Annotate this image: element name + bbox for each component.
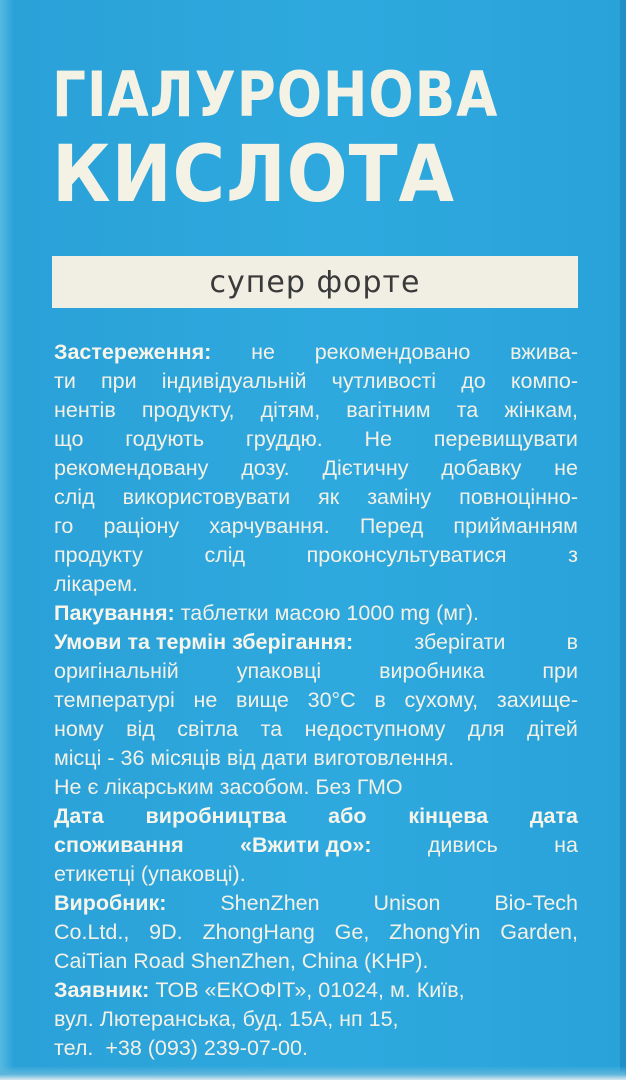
label-word: 30°С — [307, 688, 356, 712]
label-word: дітей — [527, 717, 578, 741]
label-text-line — [54, 715, 578, 744]
label-word: дітям, — [260, 398, 321, 422]
label-text-line — [54, 657, 578, 686]
label-text-line — [54, 1034, 578, 1063]
panel-bottom-edge — [0, 1066, 626, 1080]
label-text-line — [54, 1005, 578, 1034]
label-word: в — [566, 630, 578, 654]
label-text-line — [54, 889, 578, 918]
label-text-line — [54, 773, 578, 802]
label-word: при — [542, 659, 578, 683]
label-word: заміну — [367, 485, 432, 509]
label-word: вул. Лютеранська, буд. 15А, нп 15, — [54, 1007, 399, 1031]
subtitle-bar — [52, 256, 578, 308]
label-word: Перед — [359, 514, 424, 538]
label-word: ZhongHang — [202, 920, 315, 944]
label-heading-word: Умови та термін зберігання: — [54, 630, 354, 654]
label-word: перевищувати — [433, 427, 578, 451]
label-word: лікарем. — [54, 572, 138, 596]
label-word: харчування. — [209, 514, 330, 538]
panel-right-edge — [620, 0, 626, 1080]
label-text-line — [54, 454, 578, 483]
label-word: вище — [236, 688, 289, 712]
label-word: дивись — [427, 833, 498, 857]
label-heading-word: споживання — [54, 833, 184, 857]
label-word: що — [54, 427, 84, 451]
label-word: в — [374, 688, 386, 712]
label-text-line — [54, 483, 578, 512]
product-title-line1: ГІАЛУРОНОВА — [52, 58, 499, 131]
label-word: го — [54, 514, 74, 538]
label-text-block — [54, 338, 578, 1063]
label-text-line — [54, 831, 578, 860]
label-word: на — [554, 833, 578, 857]
label-word: з — [568, 543, 578, 567]
label-word: ZhongYin — [389, 920, 481, 944]
label-word: продукту — [54, 543, 143, 567]
label-word: слід — [54, 485, 95, 509]
label-word: упаковці — [236, 659, 322, 683]
label-heading-word: або — [328, 804, 367, 828]
label-word: рекомендовано — [314, 340, 471, 364]
label-word: світла — [177, 717, 239, 741]
label-text-line — [54, 338, 578, 367]
label-word: до — [461, 369, 486, 393]
label-word: ТОВ «ЕКОФІТ», 01024, м. Київ, — [155, 978, 465, 1002]
label-word: Bio-Tech — [494, 891, 578, 915]
label-word: та — [260, 717, 283, 741]
label-text-line — [54, 367, 578, 396]
label-text-line — [54, 976, 578, 1005]
label-word: Ge, — [334, 920, 370, 944]
label-word: зберігати — [414, 630, 506, 654]
label-heading-word: «Вжити до»: — [239, 833, 372, 857]
label-word: раціону — [103, 514, 180, 538]
label-word: ному — [54, 717, 104, 741]
label-word: Не — [364, 427, 392, 451]
label-word: етикетці (упаковці). — [54, 862, 246, 886]
label-word: для — [467, 717, 505, 741]
label-word: ти — [54, 369, 76, 393]
label-text-line — [54, 425, 578, 454]
label-word: не — [554, 456, 578, 480]
label-word: захище- — [496, 688, 578, 712]
label-word: 9D. — [149, 920, 183, 944]
label-word: Не є лікарським засобом. Без ГМО — [54, 775, 403, 799]
label-word: ShenZhen — [220, 891, 320, 915]
label-heading-word: Виробник: — [54, 891, 167, 915]
label-text-line — [54, 802, 578, 831]
label-word: компо- — [510, 369, 578, 393]
label-word: Unison — [373, 891, 441, 915]
label-text-line — [54, 947, 578, 976]
label-heading-word: кінцева — [408, 804, 489, 828]
label-heading-word: Пакування: — [54, 601, 175, 625]
label-word: таблетки масою 1000 mg (мг). — [180, 601, 479, 625]
label-heading-word: виробництва — [145, 804, 287, 828]
label-text-line — [54, 744, 578, 773]
label-word: проконсультуватися — [306, 543, 507, 567]
label-word: використовувати — [122, 485, 291, 509]
label-word: місці - 36 місяців від дати виготовлення. — [54, 746, 455, 770]
label-word: Co.Ltd., — [54, 920, 130, 944]
label-word: прийманням — [453, 514, 578, 538]
label-text-line — [54, 512, 578, 541]
label-word: груддю. — [245, 427, 323, 451]
label-word: годують — [125, 427, 205, 451]
label-word: Дієтичну — [322, 456, 409, 480]
label-text-line — [54, 860, 578, 889]
label-word: сухому, — [404, 688, 479, 712]
label-word: повноцінно- — [459, 485, 578, 509]
label-word: дозу. — [241, 456, 290, 480]
product-title-line2: КИСЛОТА — [52, 130, 455, 220]
label-heading-word: дата — [529, 804, 578, 828]
label-text-line — [54, 396, 578, 425]
label-word: при — [100, 369, 137, 393]
label-word: вагітним — [346, 398, 431, 422]
label-word: виробника — [379, 659, 485, 683]
label-word: індивідуальній — [161, 369, 307, 393]
label-heading-word: Застереження: — [54, 340, 212, 364]
label-word: температурі — [54, 688, 175, 712]
label-word: як — [318, 485, 340, 509]
label-word: Garden, — [500, 920, 578, 944]
product-subtitle: супер форте — [209, 264, 421, 300]
label-word: чутливості — [331, 369, 437, 393]
label-word: оригінальній — [54, 659, 179, 683]
label-heading-word: Дата — [54, 804, 104, 828]
label-word: рекомендовану — [54, 456, 209, 480]
label-word: CaiTian Road ShenZhen, China (KHP). — [54, 949, 429, 973]
label-word: від — [126, 717, 155, 741]
label-word: жінкам, — [504, 398, 578, 422]
label-word: недоступному — [304, 717, 446, 741]
label-word: продукту, — [141, 398, 235, 422]
label-word: добавку — [441, 456, 522, 480]
label-word: вжива- — [510, 340, 578, 364]
label-word: нентів — [54, 398, 116, 422]
label-word: не — [193, 688, 218, 712]
panel-left-edge — [0, 0, 14, 1080]
label-text-line — [54, 628, 578, 657]
label-text-line — [54, 686, 578, 715]
label-text-line — [54, 541, 578, 570]
label-heading-word: Заявник: — [54, 978, 150, 1002]
label-text-line — [54, 918, 578, 947]
label-word: слід — [204, 543, 246, 567]
label-text-line — [54, 599, 578, 628]
label-text-line — [54, 570, 578, 599]
label-word: тел. +38 (093) 239-07-00. — [54, 1036, 308, 1060]
label-word: не — [251, 340, 275, 364]
label-word: та — [456, 398, 479, 422]
